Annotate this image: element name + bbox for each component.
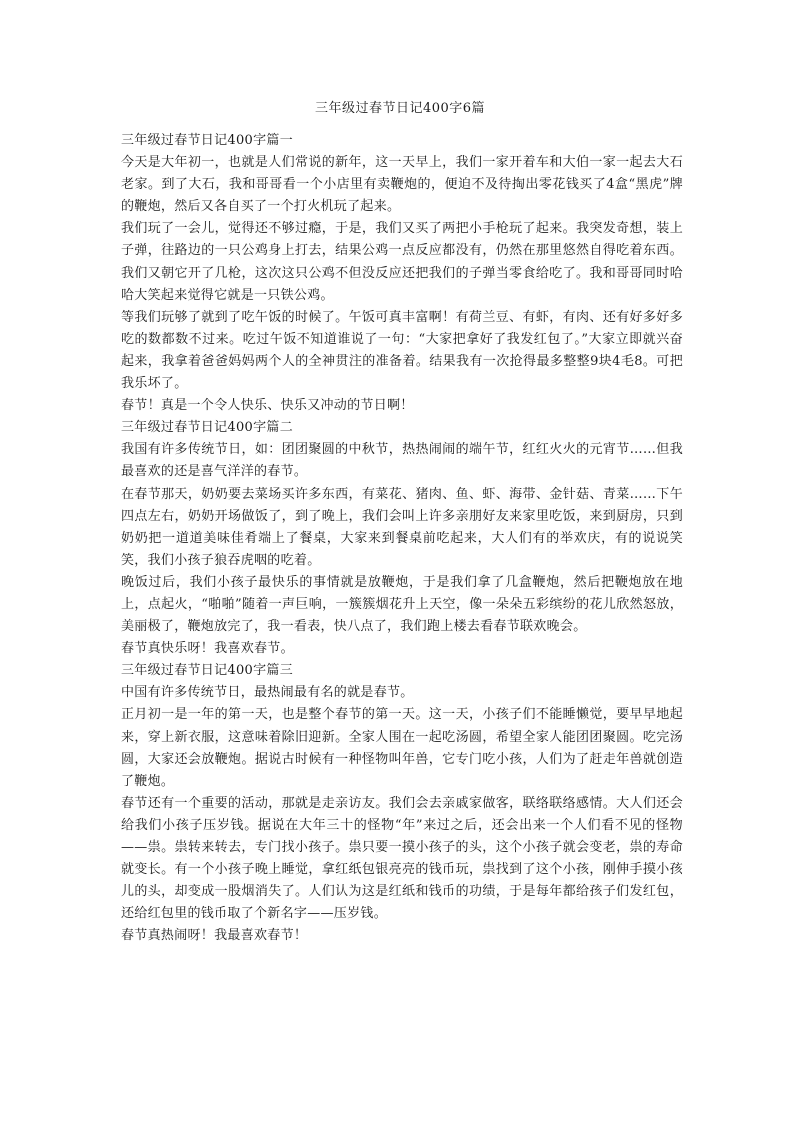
paragraph: 我们玩了一会儿，觉得还不够过瘾，于是，我们又买了两把小手枪玩了起来。我突发奇想，装上子弹，往路边的一只公鸡身上打去，结果公鸡一点反应都没有，仍然在那里悠然自得吃着东西。我们又朝它开了几枪，这次这只公鸡不但没反应还把我们的子弹当零食给吃了。我和哥哥同时哈哈大笑起来觉得它就是一只铁公鸡。	[121, 221, 683, 303]
section-heading: 三年级过春节日记400字篇一	[121, 133, 294, 148]
section-heading: 三年级过春节日记400字篇三	[121, 663, 294, 679]
paragraph: 中国有许多传统节日，最热闹最有名的就是春节。	[121, 685, 414, 701]
paragraph: 春节！真是一个令人快乐、快乐又冲动的节日啊！	[121, 398, 414, 414]
paragraph: 等我们玩够了就到了吃午饭的时候了。午饭可真丰富啊！有荷兰豆、有虾，有肉、还有好多好多吃的数都数不过来。吃过午饭不知道谁说了一句：“大家把拿好了我发红包了。”大家立即就兴奋起来，我拿着爸爸妈妈两个人的全神贯注的准备着。结果我有一次抢得最多整整9块4毛8。可把我乐坏了。	[121, 309, 683, 392]
paragraph: 在春节那天，奶奶要去菜场买许多东西，有菜花、猪肉、鱼、虾、海带、金针菇、青菜……下午四点左右，奶奶开场做饭了，到了晚上，我们会叫上许多亲朋好友来家里吃饭，来到厨房，只到奶奶把一道道美味佳肴端上了餐桌，大家来到餐桌前吃起来，大人们有的举欢庆，有的说说笑笑，我们小孩子狼吞虎咽的吃着。	[121, 486, 683, 568]
paragraph: 晚饭过后，我们小孩子最快乐的事情就是放鞭炮，于是我们拿了几盒鞭炮，然后把鞭炮放在地上，点起火，“啪啪”随着一声巨响，一簇簇烟花升上天空，像一朵朵五彩缤纷的花儿欣然怒放，美丽极了，鞭炮放完了，我一看表，快八点了，我们跑上楼去看春节联欢晚会。	[121, 574, 683, 635]
section-1	[121, 130, 683, 417]
section-2	[121, 417, 683, 660]
section-3	[121, 660, 683, 947]
paragraph: 正月初一是一年的第一天，也是整个春节的第一天。这一天，小孩子们不能睡懒觉，要早早地起来，穿上新衣服，这意味着除旧迎新。全家人围在一起吃汤圆，希望全家人能团团聚圆。吃完汤圆，大家还会放鞭炮。据说古时候有一种怪物叫年兽，它专门吃小孩，人们为了赶走年兽就创造了鞭炮。	[121, 707, 683, 789]
paragraph: 今天是大年初一，也就是人们常说的新年，这一天早上，我们一家开着车和大伯一家一起去大石老家。到了大石，我和哥哥看一个小店里有卖鞭炮的，便迫不及待掏出零花钱买了4盒“黑虎”牌的鞭炮，然后又各自买了一个打火机玩了起来。	[121, 155, 683, 215]
section-heading: 三年级过春节日记400字篇二	[121, 420, 294, 436]
paragraph: 春节还有一个重要的活动，那就是走亲访友。我们会去亲戚家做客，联络联络感情。大人们还会给我们小孩子压岁钱。据说在大年三十的怪物“年”来过之后，还会出来一个人们看不见的怪物——祟。祟转来转去，专门找小孩子。祟只要一摸小孩子的头，这个小孩子就会变老，祟的寿命就变长。有一个小孩子晚上睡觉，拿红纸包银亮亮的钱币玩，祟找到了这个小孩，刚伸手摸小孩儿的头，却变成一股烟消失了。人们认为这是红纸和钱币的功绩，于是每年都给孩子们发红包，还给红包里的钱币取了个新名字——压岁钱。	[121, 795, 683, 922]
paragraph: 春节真热闹呀！我最喜欢春节！	[121, 928, 308, 944]
paragraph: 我国有许多传统节日，如：团团聚圆的中秋节，热热闹闹的端午节，红红火火的元宵节……但我最喜欢的还是喜气洋洋的春节。	[121, 442, 683, 480]
paragraph: 春节真快乐呀！我喜欢春节。	[121, 641, 294, 657]
document-body	[121, 130, 683, 947]
document-title: 三年级过春节日记400字6篇	[314, 101, 486, 116]
